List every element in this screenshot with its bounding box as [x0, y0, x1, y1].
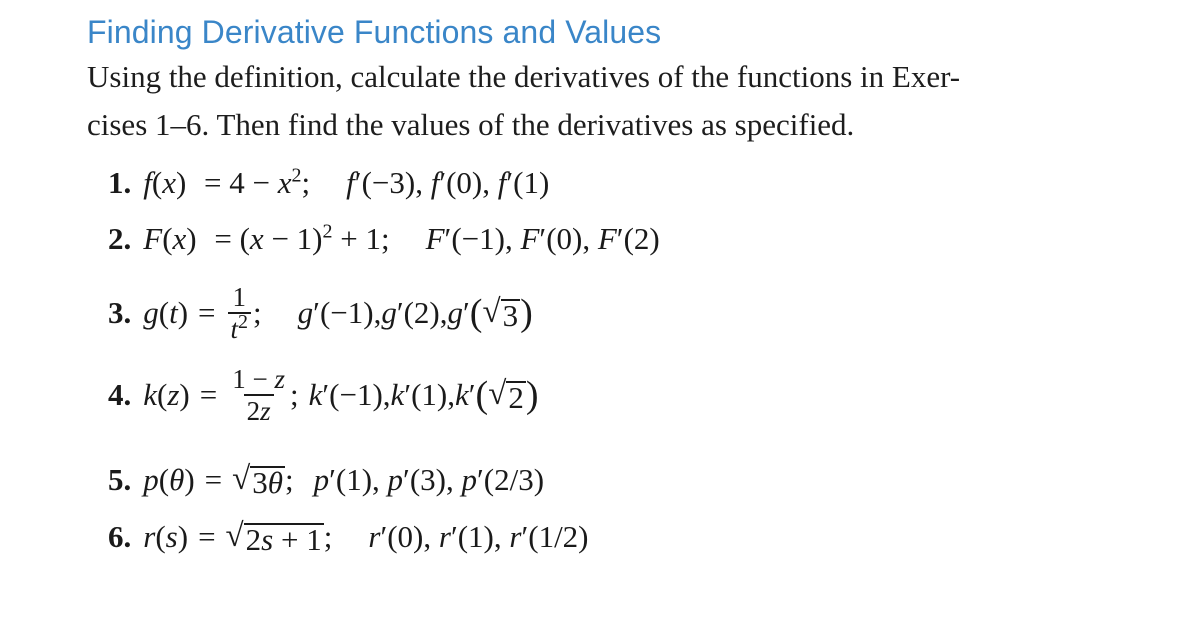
exercise-2: [108, 221, 660, 257]
radical: √ 2: [488, 375, 524, 415]
exercise-1: [108, 165, 549, 201]
intro-line-2: cises 1–6. Then find the values of the derivatives as specified.: [87, 107, 855, 142]
exercise-number: 4.: [108, 377, 132, 412]
intro-line-1: Using the definition, calculate the derivatives of the functions in Exer-: [87, 59, 961, 94]
exercise-6: [108, 519, 589, 555]
exercise-number: 5.: [108, 462, 132, 497]
exercise-values: F′(−1), F′(0), F′(2): [425, 221, 660, 256]
exercise-function: $f(x) = 4 - x^2$;: [143, 164, 311, 200]
exercise-function: k ( z ) = $\frac{1 - z}{2z}$ ;: [143, 364, 299, 426]
exercise-5: [108, 462, 544, 498]
exercise-function: p ( θ ) = √ 3θ ;: [143, 460, 294, 500]
exercise-values: f′(−3), f′(0), f′(1): [346, 165, 550, 200]
radical: √ 3: [482, 293, 519, 333]
fraction: $\frac{1 - z}{2z}$: [232, 364, 285, 426]
exercise-values: g ′(−1), g ′(2), g ′ ( √ 3 ): [297, 292, 533, 334]
radical: √ 3θ: [232, 460, 283, 500]
exercise-function: $F(x) = (x - 1)^2 + 1$;: [143, 220, 390, 256]
section-title: Finding Derivative Functions and Values: [87, 14, 662, 50]
fraction: $\frac{1}{t^2}$: [228, 282, 252, 344]
radical: √ 2s + 1: [225, 517, 322, 557]
exercise-values: p′(1), p′(3), p′(2/3): [313, 462, 545, 497]
exercise-number: 6.: [108, 519, 132, 554]
exercise-3: [108, 282, 533, 344]
exercise-values: r′(0), r′(1), r′(1/2): [368, 519, 589, 554]
exercise-number: 3.: [108, 295, 132, 330]
exercise-values: k ′(−1), k ′(1), k ′ ( √ 2 ): [308, 374, 539, 416]
exercise-function: r ( s ) = √ 2s + 1 ;: [143, 517, 333, 557]
exercise-function: g ( t ) = $\frac{1}{t^2}$ ;: [143, 282, 262, 344]
exercise-number: 1.: [108, 165, 132, 200]
exercise-4: [108, 364, 538, 426]
exercise-number: 2.: [108, 221, 132, 256]
